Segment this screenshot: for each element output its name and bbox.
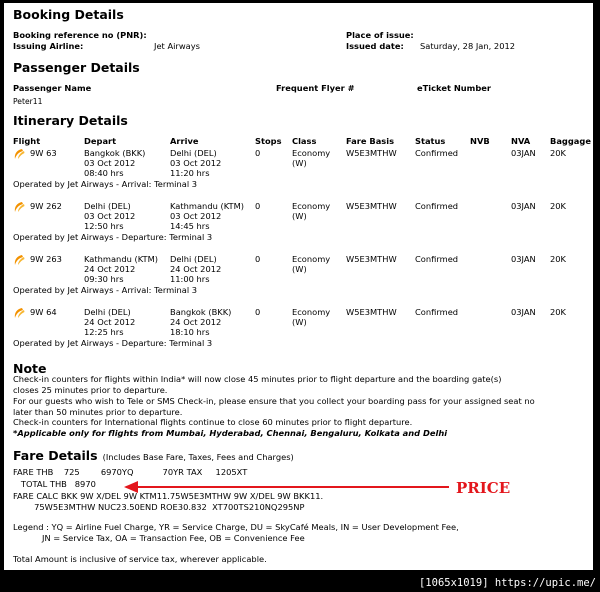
issued-label: Issued date: [346, 41, 404, 51]
depart-city: Bangkok (BKK) [84, 148, 146, 158]
arrive-time: 11:20 hrs [170, 168, 210, 178]
price-annotation: PRICE [456, 479, 511, 497]
flight-number: 9W 263 [30, 254, 62, 264]
service-tax-note: Total Amount is inclusive of service tax, wherever applicable. [13, 554, 267, 564]
frequent-flyer-column: Frequent Flyer # [276, 83, 355, 93]
jet-airways-logo-icon [13, 254, 25, 266]
note-line: For our guests who wish to Tele or SMS Check-in, please ensure that you collect your boarding pass for your assigned seat no [13, 396, 535, 406]
class-code: (W) [292, 264, 307, 274]
class: Economy [292, 201, 331, 211]
eticket-number-column: eTicket Number [417, 83, 491, 93]
depart-date: 24 Oct 2012 [84, 264, 136, 274]
depart-time: 08:40 hrs [84, 168, 124, 178]
note-applicable: *Applicable only for flights from Mumbai, Hyderabad, Chennai, Bengaluru, Kolkata and Delhi [13, 428, 448, 438]
status: Confirmed [415, 254, 459, 264]
image-size-watermark: [1065x1019] https://upic.me/ [418, 577, 596, 589]
pnr-label: Booking reference no (PNR): [13, 30, 147, 40]
nva: 03JAN [511, 148, 536, 158]
fare-heading-row [13, 445, 294, 464]
arrive-date: 03 Oct 2012 [170, 211, 222, 221]
class: Economy [292, 148, 331, 158]
arrive-city: Kathmandu (KTM) [170, 201, 244, 211]
red-arrow-icon [124, 479, 454, 495]
total-fare: TOTAL THB 8970 [13, 479, 96, 489]
baggage: 20K [550, 201, 566, 211]
operated-by: Operated by Jet Airways - Arrival: Terminal 3 [13, 285, 198, 295]
depart-city: Kathmandu (KTM) [84, 254, 158, 264]
itinerary-heading: Itinerary Details [13, 113, 128, 128]
issued-value: Saturday, 28 Jan, 2012 [420, 41, 516, 51]
fare-breakdown: FARE THB 725 6970YQ 70YR TAX 1205XT [13, 467, 248, 477]
jet-airways-logo-icon [13, 307, 25, 319]
col-status: Status [415, 136, 446, 146]
baggage: 20K [550, 148, 566, 158]
passenger-heading: Passenger Details [13, 60, 140, 75]
depart-date: 24 Oct 2012 [84, 317, 136, 327]
col-stops: Stops [255, 136, 282, 146]
flight-number: 9W 262 [30, 201, 62, 211]
col-nvb: NVB [470, 136, 490, 146]
fare-basis: W5E3MTHW [346, 201, 397, 211]
flight-number: 9W 64 [30, 307, 57, 317]
operated-by: Operated by Jet Airways - Departure: Terminal 3 [13, 232, 213, 242]
class-code: (W) [292, 211, 307, 221]
airline-value: Jet Airways [154, 41, 200, 51]
fare-legend-continued: JN = Service Tax, OA = Transaction Fee, OB = Convenience Fee [13, 533, 305, 543]
fare-calc: FARE CALC BKK 9W X/DEL 9W KTM11.75W5E3MTHW 9W X/DEL 9W BKK11. [13, 491, 324, 501]
eticket-page [3, 2, 594, 571]
depart-time: 12:50 hrs [84, 221, 124, 231]
status: Confirmed [415, 201, 459, 211]
depart-date: 03 Oct 2012 [84, 211, 136, 221]
col-nva: NVA [511, 136, 531, 146]
stops: 0 [255, 307, 261, 317]
class: Economy [292, 254, 331, 264]
nva: 03JAN [511, 201, 536, 211]
airline-label: Issuing Airline: [13, 41, 84, 51]
depart-date: 03 Oct 2012 [84, 158, 136, 168]
jet-airways-logo-icon [13, 148, 25, 160]
operated-by: Operated by Jet Airways - Departure: Terminal 3 [13, 338, 213, 348]
fare-subheading: (Includes Base Fare, Taxes, Fees and Charges) [102, 452, 294, 462]
nva: 03JAN [511, 254, 536, 264]
col-arrive: Arrive [170, 136, 199, 146]
col-baggage: Baggage [550, 136, 591, 146]
stops: 0 [255, 148, 261, 158]
note-line: later than 50 minutes prior to departure. [13, 407, 183, 417]
note-line: closes 25 minutes prior to departure. [13, 385, 168, 395]
fare-legend: Legend : YQ = Airline Fuel Charge, YR = Service Charge, DU = SkyCafé Meals, IN = User Development Fee, [13, 522, 459, 532]
note-line: Check-in counters for flights within India* will now close 45 minutes prior to flight departure and the boarding gate(s) [13, 374, 502, 384]
arrive-date: 24 Oct 2012 [170, 264, 222, 274]
status: Confirmed [415, 307, 459, 317]
fare-basis: W5E3MTHW [346, 307, 397, 317]
baggage: 20K [550, 307, 566, 317]
flight-number: 9W 63 [30, 148, 57, 158]
class-code: (W) [292, 317, 307, 327]
passenger-name-column: Passenger Name [13, 83, 92, 93]
depart-city: Delhi (DEL) [84, 201, 131, 211]
jet-airways-logo-icon [13, 201, 25, 213]
col-class: Class [292, 136, 317, 146]
note-line: Check-in counters for International flights continue to close 60 minutes prior to flight departure. [13, 417, 413, 427]
stops: 0 [255, 201, 261, 211]
nva: 03JAN [511, 307, 536, 317]
place-label: Place of issue: [346, 30, 414, 40]
fare-calc-continued: 75W5E3MTHW NUC23.50END ROE30.832 XT700TS210NQ295NP [13, 502, 305, 512]
arrive-date: 03 Oct 2012 [170, 158, 222, 168]
depart-time: 09:30 hrs [84, 274, 124, 284]
arrive-city: Delhi (DEL) [170, 148, 217, 158]
depart-city: Delhi (DEL) [84, 307, 131, 317]
fare-basis: W5E3MTHW [346, 148, 397, 158]
fare-basis: W5E3MTHW [346, 254, 397, 264]
stops: 0 [255, 254, 261, 264]
operated-by: Operated by Jet Airways - Arrival: Terminal 3 [13, 179, 198, 189]
arrive-city: Delhi (DEL) [170, 254, 217, 264]
col-flight: Flight [13, 136, 41, 146]
class: Economy [292, 307, 331, 317]
status: Confirmed [415, 148, 459, 158]
depart-time: 12:25 hrs [84, 327, 124, 337]
arrive-date: 24 Oct 2012 [170, 317, 222, 327]
arrive-time: 11:00 hrs [170, 274, 210, 284]
note-heading: Note [13, 361, 47, 376]
arrive-time: 14:45 hrs [170, 221, 210, 231]
passenger-name: Peter11 [13, 97, 43, 106]
arrive-time: 18:10 hrs [170, 327, 210, 337]
arrive-city: Bangkok (BKK) [170, 307, 232, 317]
baggage: 20K [550, 254, 566, 264]
class-code: (W) [292, 158, 307, 168]
col-depart: Depart [84, 136, 117, 146]
col-fare-basis: Fare Basis [346, 136, 395, 146]
fare-heading: Fare Details [13, 448, 98, 463]
booking-heading: Booking Details [13, 7, 124, 22]
